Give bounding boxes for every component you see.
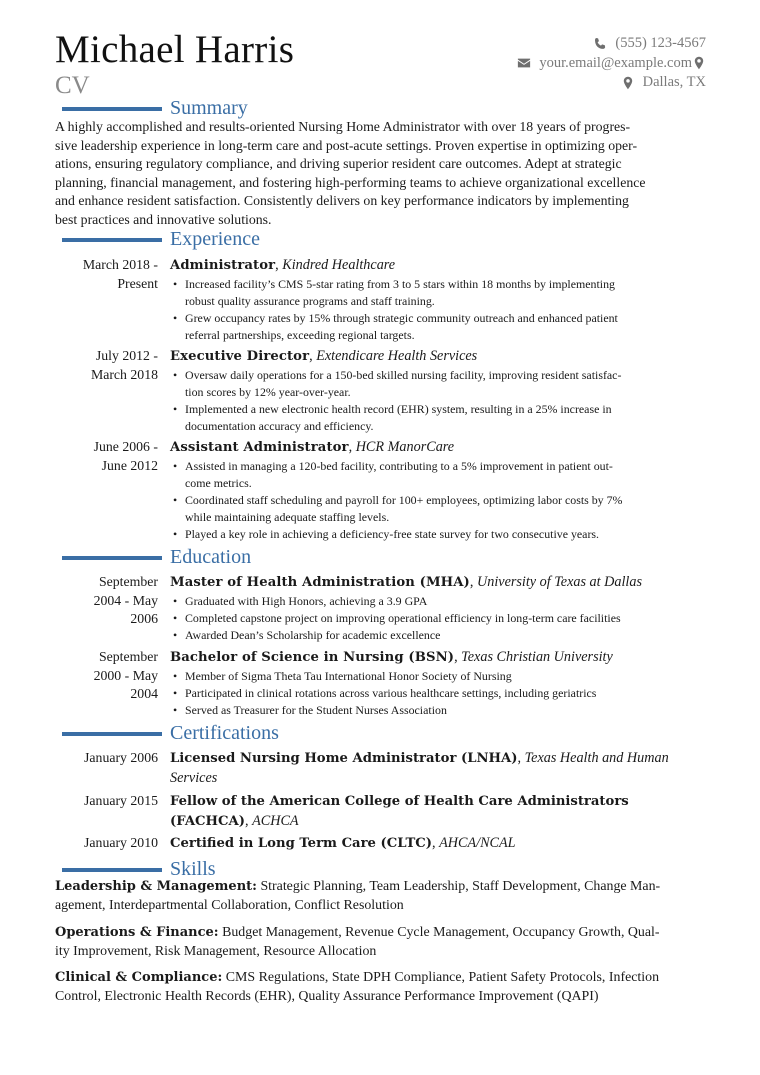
contact-block <box>406 34 706 93</box>
summary-line: and enhance resident satisfaction. Consistently delivers on key performance indicators by implementing <box>55 193 629 209</box>
bullet-item: • Served as Treasurer for the Student Nurses Association <box>170 702 710 719</box>
section-title: Summary <box>170 97 248 119</box>
skill-group <box>55 877 705 915</box>
bullet-item: • Completed capstone project on improving operational efficiency in long-term care facilities <box>170 610 710 627</box>
skill-items: CMS Regulations, State DPH Compliance, Patient Safety Protocols, Infection <box>222 970 660 985</box>
bullet-list <box>170 668 710 719</box>
entry-date <box>55 256 158 293</box>
bullet-item: • Assisted in managing a 120-bed facility, contributing to a 5% improvement in patient out- come metrics. <box>170 458 710 492</box>
certification-name: Certified in Long Term Care (CLTC) <box>170 836 433 851</box>
date-line: September <box>98 649 158 664</box>
location-text: Dallas, TX <box>642 74 706 90</box>
envelope-icon <box>517 56 531 70</box>
bullet-item: • Participated in clinical rotations across various healthcare settings, including geriatrics <box>170 685 710 702</box>
summary-line: ations, ensuring regulatory compliance, and driving superior resident care outcomes. Adept at strategic <box>55 156 622 172</box>
section-rule <box>62 107 162 111</box>
summary-line: planning, financial management, and fostering high-performing teams to achieve organizational excellence <box>55 174 646 190</box>
role-line: Executive Director, Extendicare Health Services <box>170 348 478 364</box>
bullet-item: • Member of Sigma Theta Tau International Honor Society of Nursing <box>170 668 710 685</box>
degree-line: Master of Health Administration (MHA), University of Texas at Dallas <box>170 574 642 590</box>
bullet-list <box>170 276 710 344</box>
bullet-item: • Graduated with High Honors, achieving a 3.9 GPA <box>170 593 710 610</box>
summary-text <box>55 118 705 230</box>
section-rule <box>62 238 162 242</box>
skill-label: Leadership & Management: <box>55 879 257 894</box>
entry-date <box>55 347 158 384</box>
entry-date: January 2015 <box>84 793 158 808</box>
degree-line: Bachelor of Science in Nursing (BSN), Texas Christian University <box>170 649 613 665</box>
certifying-body: Texas Health and Human <box>524 750 669 766</box>
phone-icon <box>593 37 607 51</box>
bullet-list <box>170 367 710 435</box>
certification-name: (FACHCA) <box>170 813 245 829</box>
bullet-item: • Oversaw daily operations for a 150-bed skilled nursing facility, improving resident satisfac- tion scores by 12% year-over-year. <box>170 367 710 401</box>
date-line: September <box>98 574 158 589</box>
certification-line: Fellow of the American College of Health Care Administrators (FACHCA), ACHCA <box>170 794 629 829</box>
bullet-item: • Grew occupancy rates by 15% through strategic community outreach and enhanced patient referral partnerships, exceeding regional targets. <box>170 310 710 344</box>
certification-name: Licensed Nursing Home Administrator (LNHA) <box>170 751 518 766</box>
skill-items: agement, Interdepartmental Collaboration, Conflict Resolution <box>55 898 404 913</box>
skill-group <box>55 968 705 1006</box>
role-line: Administrator, Kindred Healthcare <box>170 257 396 273</box>
school: Texas Christian University <box>461 649 613 665</box>
section-title: Experience <box>170 228 260 250</box>
degree: Master of Health Administration (MHA) <box>170 575 470 590</box>
summary-line: sive leadership experience in long-term care and post-acute settings. Proven expertise in optimizing oper- <box>55 137 638 153</box>
section-rule <box>62 732 162 736</box>
entry-body <box>170 648 710 719</box>
map-pin-icon <box>692 56 706 70</box>
section-rule <box>62 868 162 872</box>
section-title: Education <box>170 546 252 568</box>
entry-body <box>170 438 710 543</box>
school: University of Texas at Dallas <box>476 574 642 590</box>
skill-items: Strategic Planning, Team Leadership, Staff Development, Change Man- <box>256 879 661 894</box>
email-address: your.email@example.com <box>539 54 692 71</box>
skill-label: Clinical & Compliance: <box>55 970 223 985</box>
bullet-item: • Played a key role in achieving a deficiency-free state survey for two consecutive years. <box>170 526 710 543</box>
date-line: 2000 - May <box>93 667 158 683</box>
education-heading <box>62 546 251 568</box>
certifying-body: ACHCA <box>252 812 299 829</box>
date-line: 2004 <box>130 686 158 701</box>
contact-email[interactable] <box>406 54 706 74</box>
bullet-item: • Awarded Dean’s Scholarship for academic excellence <box>170 627 710 644</box>
entry-body <box>170 573 710 644</box>
date-line: Present <box>117 275 158 291</box>
employer: HCR ManorCare <box>355 439 455 455</box>
entry-body <box>170 256 710 344</box>
date-line: March 2018 <box>90 366 158 382</box>
date-line: July 2012 - <box>95 348 158 363</box>
date-line: June 2012 <box>101 457 158 473</box>
bullet-item: • Coordinated staff scheduling and payroll for 100+ employees, optimizing labor costs by 7% while maintaining adequate staffing levels. <box>170 492 710 526</box>
bullet-list <box>170 458 710 543</box>
date-line: March 2018 - <box>82 257 158 272</box>
certifying-body: Services <box>170 769 218 786</box>
date-line: June 2006 - <box>93 439 158 454</box>
skill-group <box>55 923 705 961</box>
certification-line: Certified in Long Term Care (CLTC), AHCA/NCAL <box>170 835 516 851</box>
candidate-name: Michael Harris <box>55 28 295 71</box>
job-title: Executive Director <box>170 349 310 364</box>
section-rule <box>62 556 162 560</box>
entry-date <box>55 438 158 475</box>
employer: Kindred Healthcare <box>282 257 396 273</box>
certification-name: Fellow of the American College of Health Care Administrators <box>170 794 629 809</box>
entry-date <box>55 648 158 704</box>
map-pin-icon <box>621 76 635 90</box>
experience-heading <box>62 228 260 250</box>
entry-date: January 2006 <box>84 750 158 765</box>
role-line: Assistant Administrator, HCR ManorCare <box>170 439 455 455</box>
certification-line: Licensed Nursing Home Administrator (LNHA), Texas Health and Human Services <box>170 750 669 786</box>
certifications-heading <box>62 722 279 744</box>
summary-line: A highly accomplished and results-oriented Nursing Home Administrator with over 18 years of progres- <box>55 119 631 134</box>
phone-number: (555) 123-4567 <box>615 35 706 51</box>
entry-date <box>55 573 158 629</box>
skill-items: ity Improvement, Risk Management, Resource Allocation <box>55 944 377 959</box>
date-line: 2006 <box>130 611 158 626</box>
entry-date: January 2010 <box>84 835 158 850</box>
bullet-item: • Increased facility’s CMS 5-star rating from 3 to 5 stars within 18 months by implementing robust quality assurance programs and staff training. <box>170 276 710 310</box>
skill-items: Control, Electronic Health Records (EHR), Quality Assurance Performance Improvement (QAPI) <box>55 989 599 1004</box>
degree: Bachelor of Science in Nursing (BSN) <box>170 650 455 665</box>
skill-items: Budget Management, Revenue Cycle Management, Occupancy Growth, Qual- <box>218 925 660 940</box>
certifying-body: AHCA/NCAL <box>439 835 516 851</box>
summary-line: best practices and innovative solutions. <box>55 211 272 227</box>
section-title: Skills <box>170 858 216 880</box>
summary-heading <box>62 97 248 119</box>
employer: Extendicare Health Services <box>316 348 478 364</box>
contact-location <box>406 73 706 93</box>
job-title: Administrator <box>170 258 276 273</box>
bullet-item: • Implemented a new electronic health record (EHR) system, resulting in a 25% increase in documentation accuracy and efficiency. <box>170 401 710 435</box>
bullet-list <box>170 593 710 644</box>
entry-body <box>170 347 710 435</box>
skill-label: Operations & Finance: <box>55 925 219 940</box>
date-line: 2004 - May <box>93 592 158 608</box>
section-title: Certifications <box>170 722 279 744</box>
document-subtitle: CV <box>55 72 90 99</box>
job-title: Assistant Administrator <box>170 440 349 455</box>
contact-phone[interactable] <box>406 34 706 54</box>
